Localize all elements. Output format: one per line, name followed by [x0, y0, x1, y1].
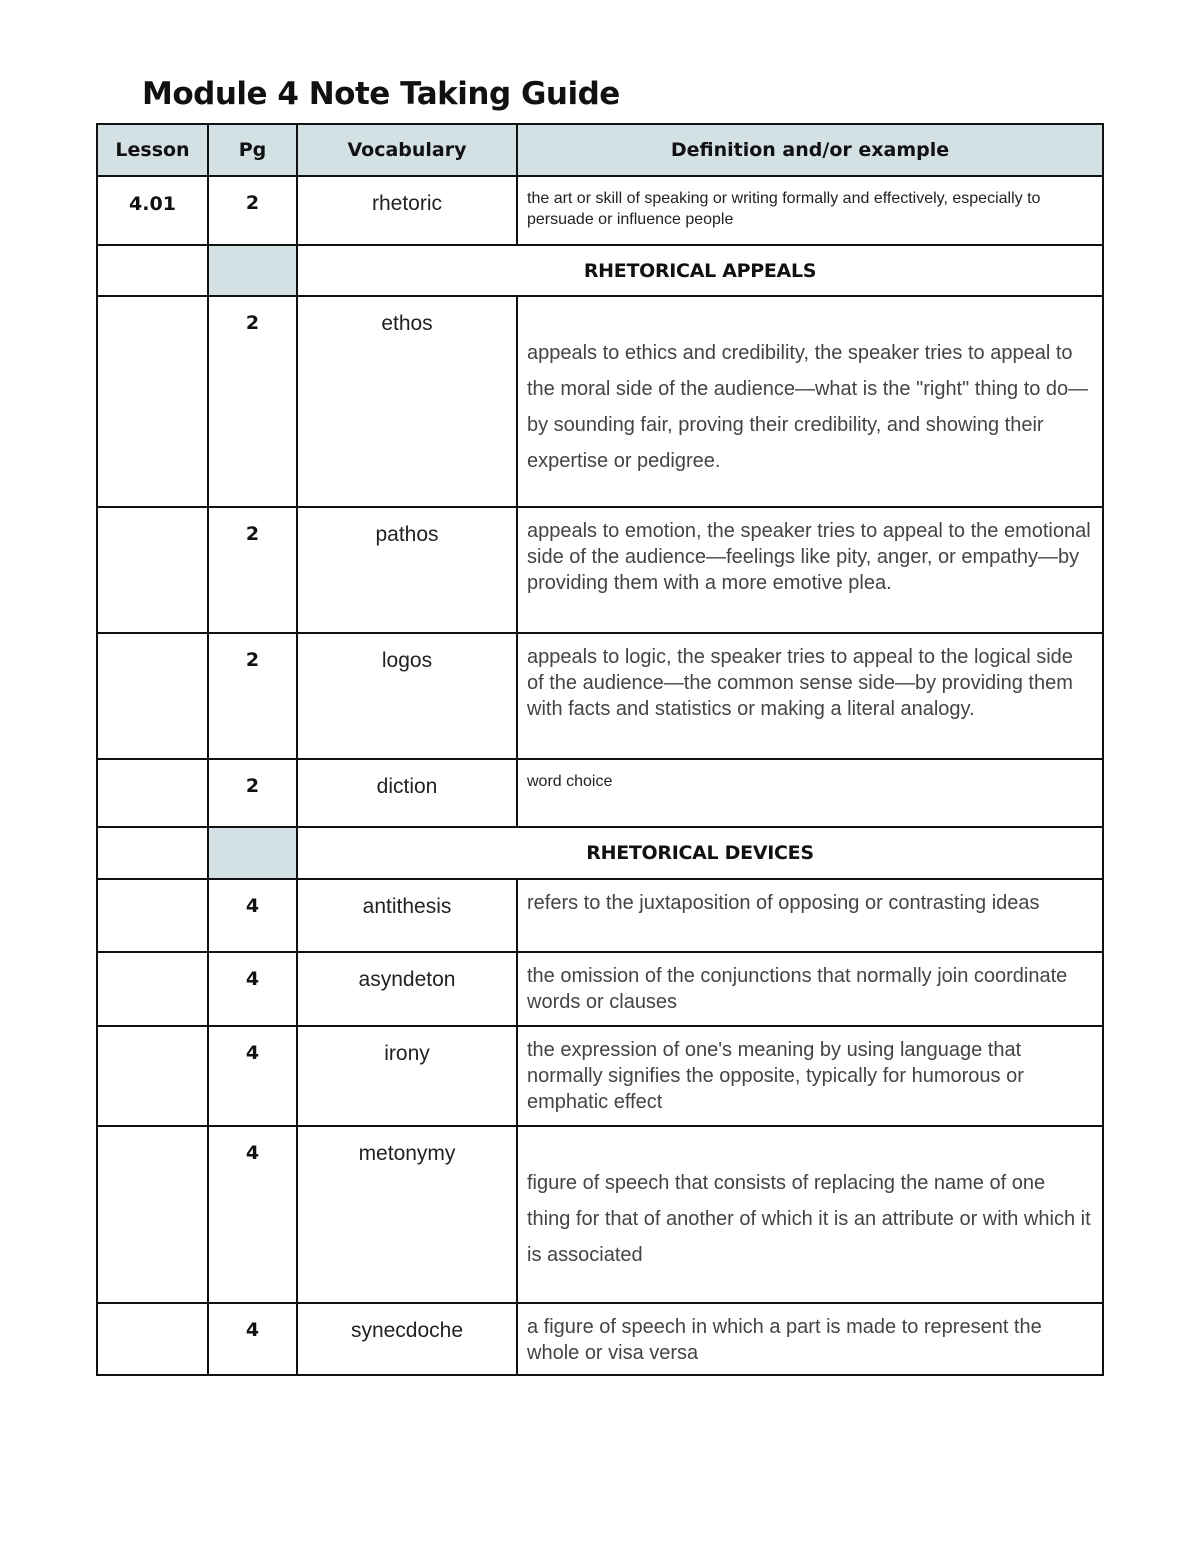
definition-cell: the art or skill of speaking or writing formally and effectively, especially to persuade or influence people	[517, 176, 1103, 245]
vocab-term: asyndeton	[297, 952, 517, 1026]
vocab-term: logos	[297, 633, 517, 759]
vocab-term: synecdoche	[297, 1303, 517, 1375]
section-heading-row	[97, 827, 1103, 879]
definition-cell: the expression of one's meaning by using language that normally signifies the opposite, typically for humorous or emphatic effect	[517, 1026, 1103, 1126]
vocab-term: metonymy	[297, 1126, 517, 1303]
table-row	[97, 633, 1103, 759]
vocab-term: antithesis	[297, 879, 517, 952]
definition-cell: a figure of speech in which a part is made to represent the whole or visa versa	[517, 1303, 1103, 1375]
table-row	[97, 1026, 1103, 1126]
header-definition: Definition and/or example	[517, 124, 1103, 176]
lesson-cell	[97, 879, 208, 952]
lesson-cell	[97, 759, 208, 827]
header-row	[97, 124, 1103, 176]
lesson-cell	[97, 296, 208, 507]
table-row	[97, 952, 1103, 1026]
shaded-cell	[208, 245, 297, 296]
page-cell: 4	[208, 1026, 297, 1126]
page-cell: 4	[208, 1303, 297, 1375]
vocab-term: pathos	[297, 507, 517, 633]
lesson-cell	[97, 1303, 208, 1375]
vocab-term: irony	[297, 1026, 517, 1126]
vocab-term: ethos	[297, 296, 517, 507]
lesson-cell	[97, 1126, 208, 1303]
header-vocabulary: Vocabulary	[297, 124, 517, 176]
shaded-cell	[208, 827, 297, 879]
vocab-term: diction	[297, 759, 517, 827]
table-row	[97, 759, 1103, 827]
table-row	[97, 1303, 1103, 1375]
page-cell: 2	[208, 633, 297, 759]
section-heading-row	[97, 245, 1103, 296]
section-heading: RHETORICAL DEVICES	[297, 827, 1103, 879]
vocab-term: rhetoric	[297, 176, 517, 245]
page-cell: 4	[208, 879, 297, 952]
page-title: Module 4 Note Taking Guide	[142, 76, 620, 112]
definition-cell: word choice	[517, 759, 1103, 827]
lesson-cell	[97, 507, 208, 633]
lesson-cell	[97, 633, 208, 759]
table-row	[97, 879, 1103, 952]
definition-cell: refers to the juxtaposition of opposing or contrasting ideas	[517, 879, 1103, 952]
lesson-cell: 4.01	[97, 176, 208, 245]
page-cell: 2	[208, 296, 297, 507]
page-cell: 2	[208, 507, 297, 633]
table-row	[97, 507, 1103, 633]
page-cell: 2	[208, 759, 297, 827]
table-row	[97, 1126, 1103, 1303]
definition-cell: the omission of the conjunctions that normally join coordinate words or clauses	[517, 952, 1103, 1026]
section-heading: RHETORICAL APPEALS	[297, 245, 1103, 296]
empty-cell	[97, 827, 208, 879]
empty-cell	[97, 245, 208, 296]
definition-cell: figure of speech that consists of replacing the name of one thing for that of another of which it is an attribute or with which it is associated	[517, 1126, 1103, 1303]
definition-cell: appeals to ethics and credibility, the speaker tries to appeal to the moral side of the audience—what is the "right" thing to do—by sounding fair, proving their credibility, and showing their expertise or pedigree.	[517, 296, 1103, 507]
definition-cell: appeals to emotion, the speaker tries to appeal to the emotional side of the audience—feelings like pity, anger, or empathy—by providing them with a more emotive plea.	[517, 507, 1103, 633]
note-taking-table	[96, 123, 1104, 1376]
table-row	[97, 176, 1103, 245]
lesson-cell	[97, 1026, 208, 1126]
header-pg: Pg	[208, 124, 297, 176]
page-cell: 4	[208, 952, 297, 1026]
page-cell: 4	[208, 1126, 297, 1303]
table-row	[97, 296, 1103, 507]
lesson-cell	[97, 952, 208, 1026]
page-cell: 2	[208, 176, 297, 245]
header-lesson: Lesson	[97, 124, 208, 176]
definition-cell: appeals to logic, the speaker tries to appeal to the logical side of the audience—the common sense side—by providing them with facts and statistics or making a literal analogy.	[517, 633, 1103, 759]
